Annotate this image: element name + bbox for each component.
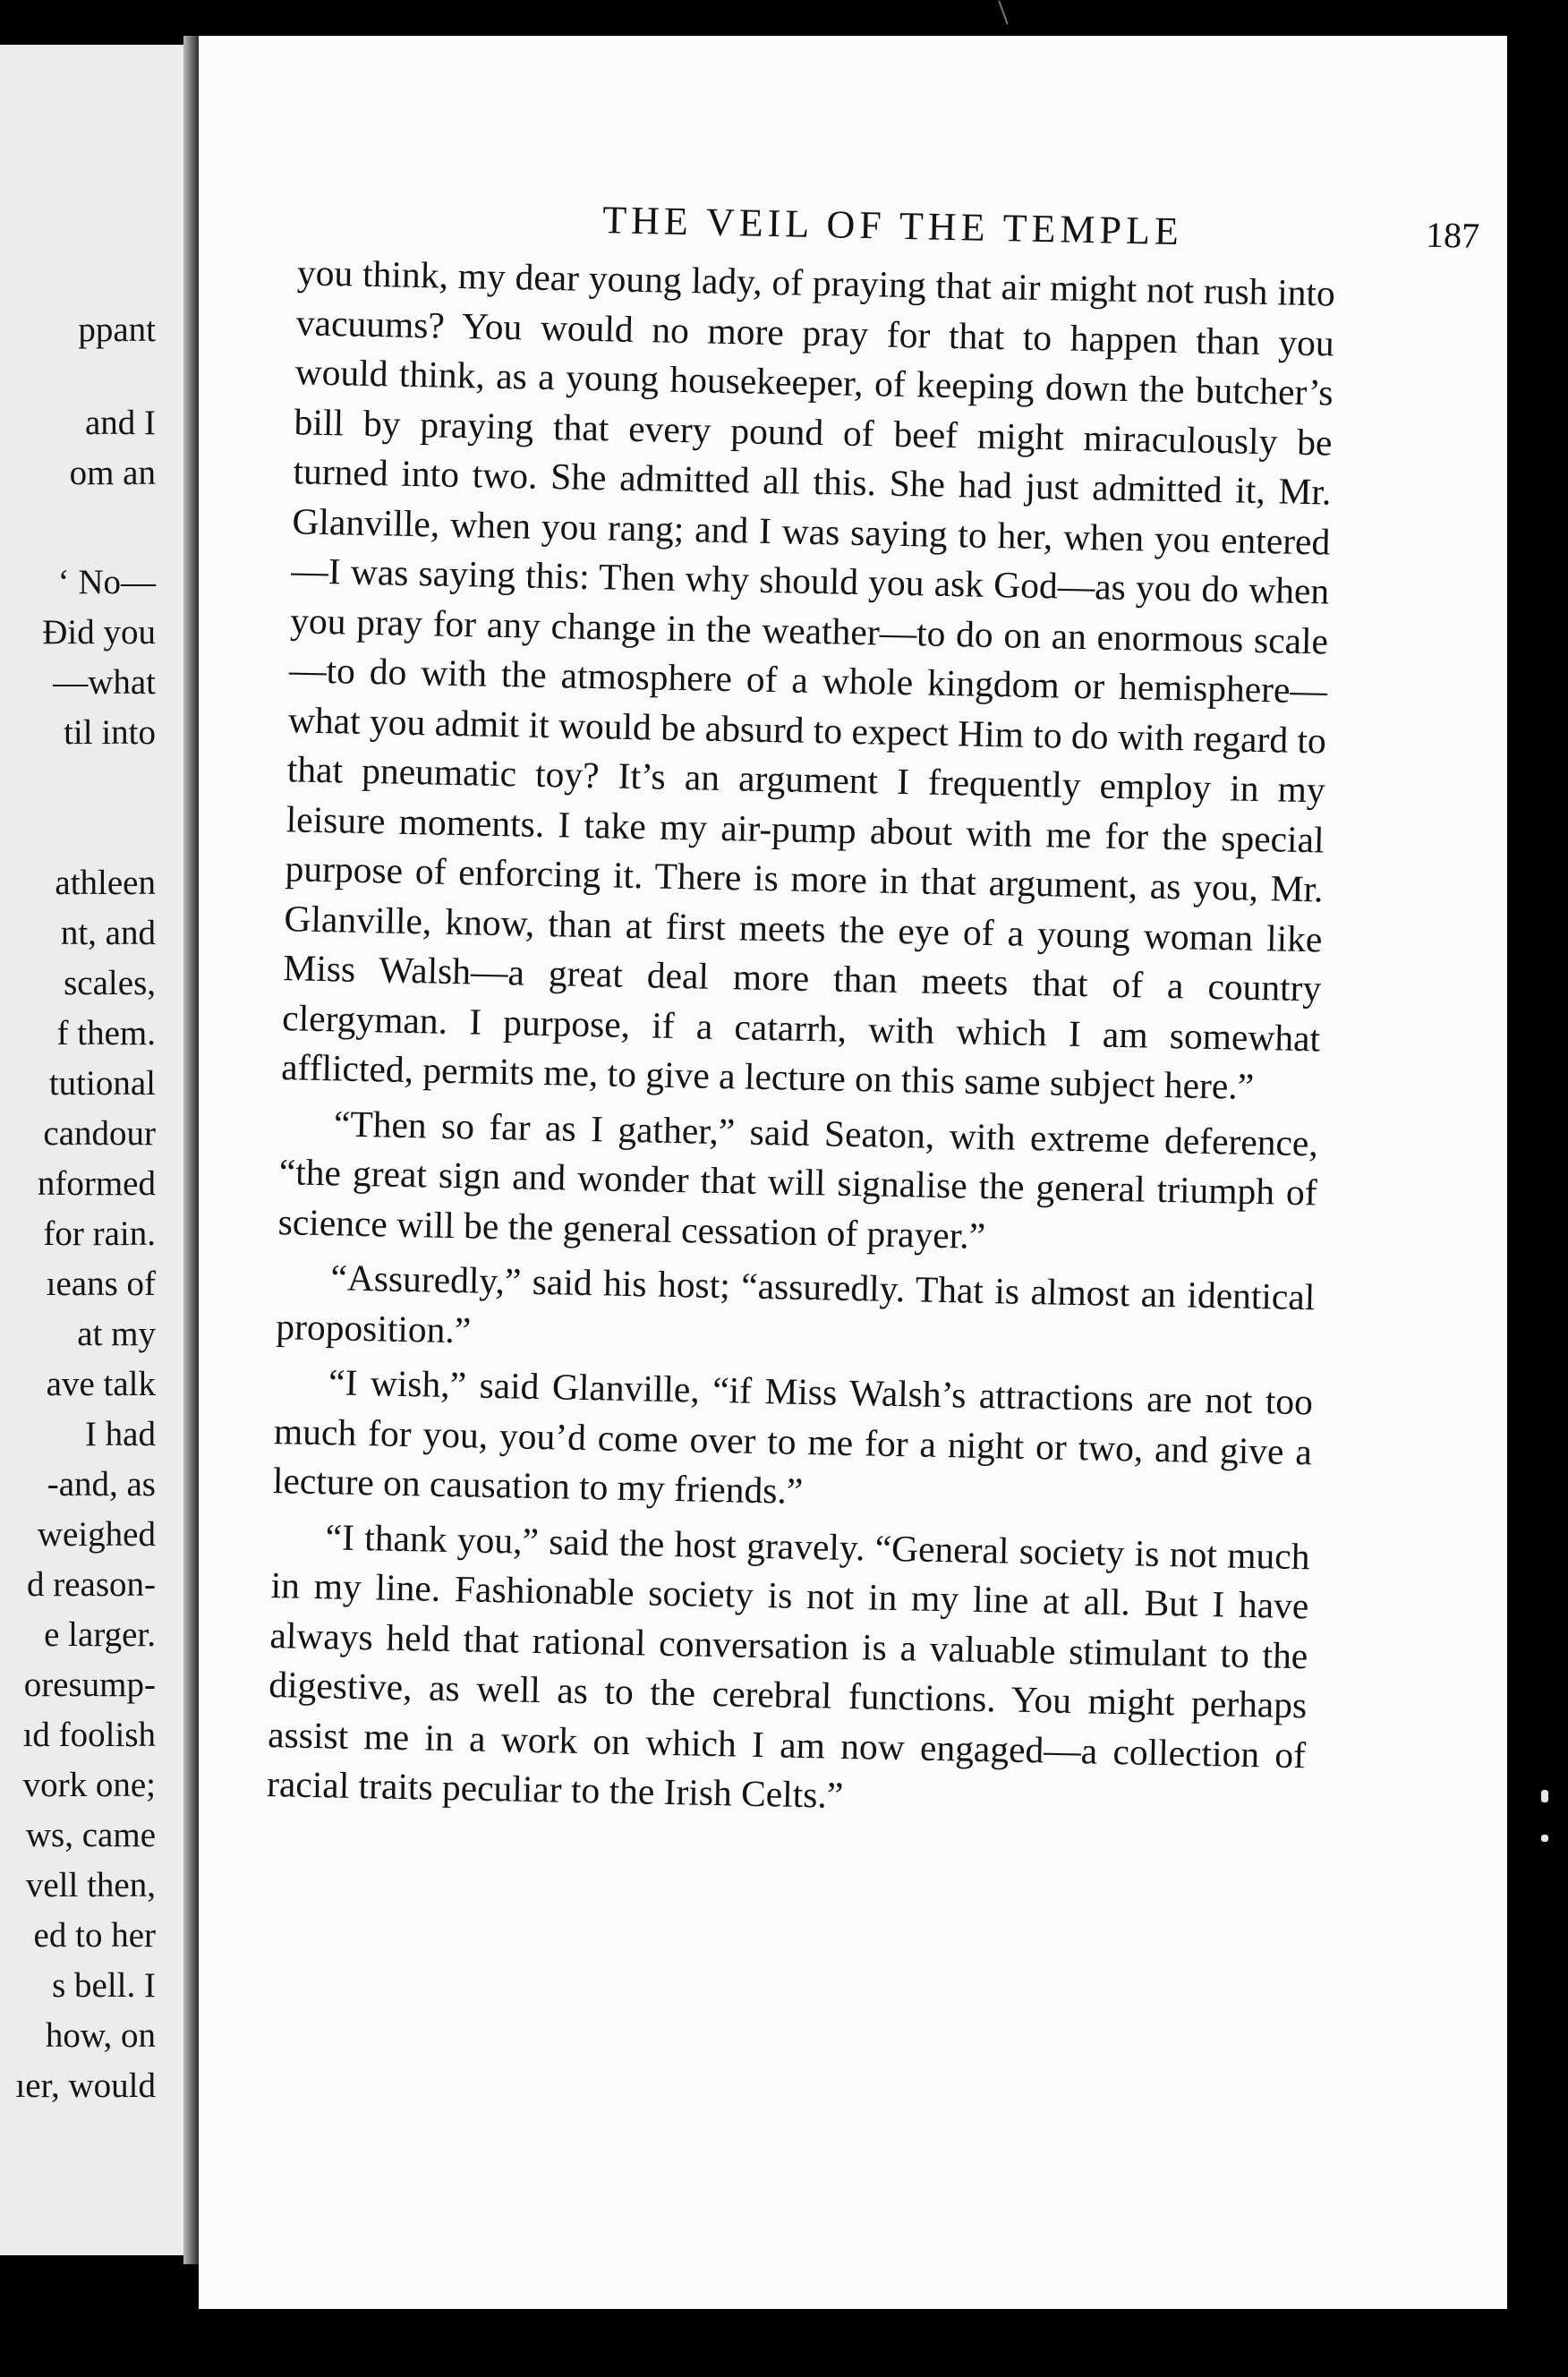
left-page-line: ed to her <box>33 1916 156 1955</box>
scan-artifact-mark <box>1541 1835 1548 1842</box>
left-page-line: tutional <box>48 1064 156 1103</box>
left-page-line: I had <box>84 1415 156 1453</box>
left-page-line: Ɖid you <box>42 613 156 652</box>
left-page-line: scales, <box>64 964 156 1002</box>
left-page-line: ıer, would <box>15 2066 156 2105</box>
left-page-line: om an <box>69 454 156 492</box>
left-page-line: and I <box>84 404 156 442</box>
left-page-line: f them. <box>56 1014 156 1052</box>
scan-right-border <box>1507 0 1568 2377</box>
left-page-line: nt, and <box>60 914 156 952</box>
left-page-line: d reason- <box>26 1565 156 1604</box>
left-page-line: candour <box>43 1114 156 1153</box>
left-page-line: nformed <box>37 1164 156 1203</box>
left-page-line: for rain. <box>43 1214 156 1253</box>
left-page-line: s bell. I <box>52 1966 156 2005</box>
left-page-line: weighed <box>37 1515 156 1554</box>
left-page-line: oresump- <box>23 1666 156 1704</box>
left-page-line: athleen <box>55 864 156 902</box>
running-head <box>335 192 1480 256</box>
left-page-line: how, on <box>45 2016 156 2055</box>
left-page-line: at my <box>77 1315 156 1353</box>
running-title: THE VEIL OF THE TEMPLE <box>601 198 1184 254</box>
left-page-line: -and, as <box>47 1465 156 1504</box>
left-page-line: ‘ No— <box>57 563 156 601</box>
page-content <box>199 36 1507 2309</box>
body-text <box>266 248 1335 1835</box>
left-page-line: ıeans of <box>46 1265 156 1303</box>
scan-artifact-tick <box>998 1 1008 25</box>
left-page-line: vell then, <box>25 1866 156 1904</box>
left-facing-page <box>0 45 190 2255</box>
left-page-line: ave talk <box>46 1365 156 1403</box>
left-page-line: til into <box>64 713 156 752</box>
left-page-line: vork one; <box>22 1766 156 1804</box>
paragraph: “Then so far as I gather,” said Seaton, with extreme deference, “the great sign and wonder that will signalise the general triumph of science will be the general cessation of prayer.” <box>277 1102 1319 1257</box>
page-number: 187 <box>1425 214 1480 256</box>
paragraph: “I thank you,” said the host gravely. “General society is not much in my line. Fashionable society is not in my line at all. But I have always held that rational conversation is a valuable stimulant to the digestive, as well as to the cerebral functions. You might perhaps assist me in a work on which I am now engaged—a collection of racial traits peculiar to the Irish Celts.” <box>266 1515 1310 1816</box>
paragraph: “I wish,” said Glanville, “if Miss Walsh’s attractions are not too much for you, you’d come over to me for a night or two, and give a lecture on causation to my friends.” <box>272 1361 1314 1512</box>
left-page-line: ıd foolish <box>22 1716 156 1754</box>
left-page-line: —what <box>53 663 156 702</box>
paragraph: “Assuredly,” said his host; “assuredly. That is almost an identical proposition.” <box>275 1257 1316 1350</box>
scan-artifact-mark <box>1541 1790 1548 1802</box>
left-page-line: ws, came <box>25 1816 156 1854</box>
left-page-line: ppant <box>78 311 156 349</box>
paragraph: you think, my dear young lady, of praying that air might not rush into vacuums? You would no more pray for that to happen than you would think, as a young housekeeper, of keeping down the butcher’s bill by praying that every pound of beef might miraculously be turned into two. She admitted all this. She had just admitted it, Mr. Glanville, when you rang; and I was saying to her, when you entered—I was saying this: Then why should you ask God—as you do when you pray for any change in the weather—to do on an enormous scale—to do with the atmosphere of a whole kingdom or hemisphere—what you admit it would be absurd to expect Him to do with regard to that pneumatic toy? It’s an argument I frequently employ in my leisure moments. I take my air-pump about with me for the special purpose of enforcing it. There is more in that argument, as you, Mr. Glanville, know, than at first meets the eye of a young woman like Miss Walsh—a great deal more than meets that of a country clergyman. I purpose, if a catarrh, with which I am somewhat afflicted, permits me, to give a lecture on this same subject here.” <box>280 251 1336 1107</box>
right-book-page <box>199 36 1507 2309</box>
left-page-line: e larger. <box>44 1615 156 1654</box>
